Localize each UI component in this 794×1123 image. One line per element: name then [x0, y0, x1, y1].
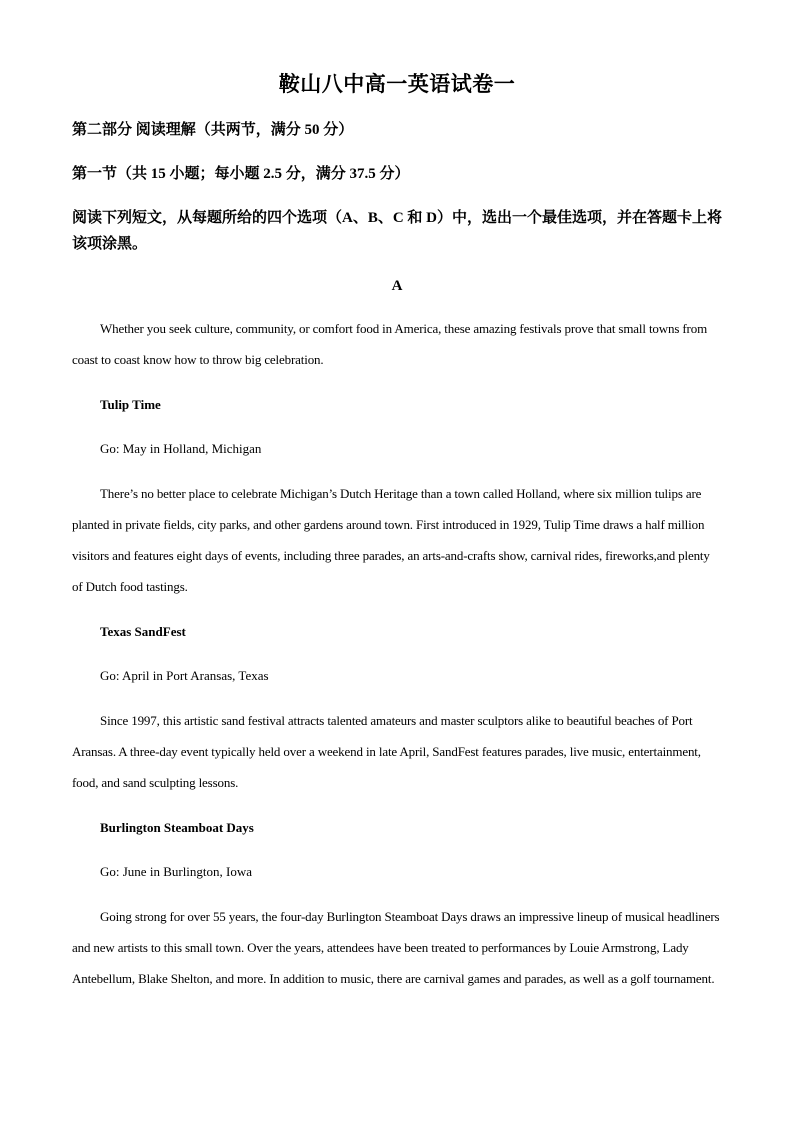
- instructions: 阅读下列短文，从每题所给的四个选项（A、B、C 和 D）中，选出一个最佳选项，并在答题卡上将该项涂黑。: [72, 210, 723, 252]
- part-heading: 第二部分 阅读理解（共两节，满分 50 分）: [72, 122, 354, 138]
- festival-heading-texas-sandfest: Texas SandFest: [100, 624, 186, 639]
- festival-heading-tulip-time: Tulip Time: [100, 397, 161, 412]
- festival-description-texas-sandfest: Since 1997, this artistic sand festival attracts talented amateurs and master sculptors alike to beautiful beaches of Port Aransas. A three-day event typically held over a weekend in late April, SandFest features parades, live music, entertainment, food, and sand sculpting lessons.: [72, 713, 701, 790]
- passage-label: A: [391, 278, 403, 294]
- passage-intro: Whether you seek culture, community, or comfort food in America, these amazing festivals prove that small towns from coast to coast know how to throw big celebration.: [72, 321, 708, 367]
- festival-description-tulip-time: There’s no better place to celebrate Michigan’s Dutch Heritage than a town called Holland, where six million tulips are planted in private fields, city parks, and other gardens around town. First introduced in 1929, Tulip Time draws a half million visitors and features eight days of events, including three parades, an arts-and-crafts show, carnival rides, fireworks,and plenty of Dutch food tastings.: [72, 486, 710, 594]
- exam-title: 鞍山八中高一英语试卷一: [278, 72, 516, 96]
- section-heading: 第一节（共 15 小题；每小题 2.5 分，满分 37.5 分）: [72, 166, 410, 182]
- festival-go-burlington-steamboat-days: Go: June in Burlington, Iowa: [100, 864, 253, 879]
- festival-heading-burlington-steamboat-days: Burlington Steamboat Days: [100, 820, 254, 835]
- festival-go-texas-sandfest: Go: April in Port Aransas, Texas: [100, 668, 269, 683]
- festival-description-burlington-steamboat-days: Going strong for over 55 years, the four-day Burlington Steamboat Days draws an impressive lineup of musical headliners and new artists to this small town. Over the years, attendees have been treated to performances by Louie Armstrong, Lady Antebellum, Blake Shelton, and more. In addition to music, there are carnival games and parades, as well as a golf tournament.: [72, 909, 720, 986]
- festival-go-tulip-time: Go: May in Holland, Michigan: [100, 441, 262, 456]
